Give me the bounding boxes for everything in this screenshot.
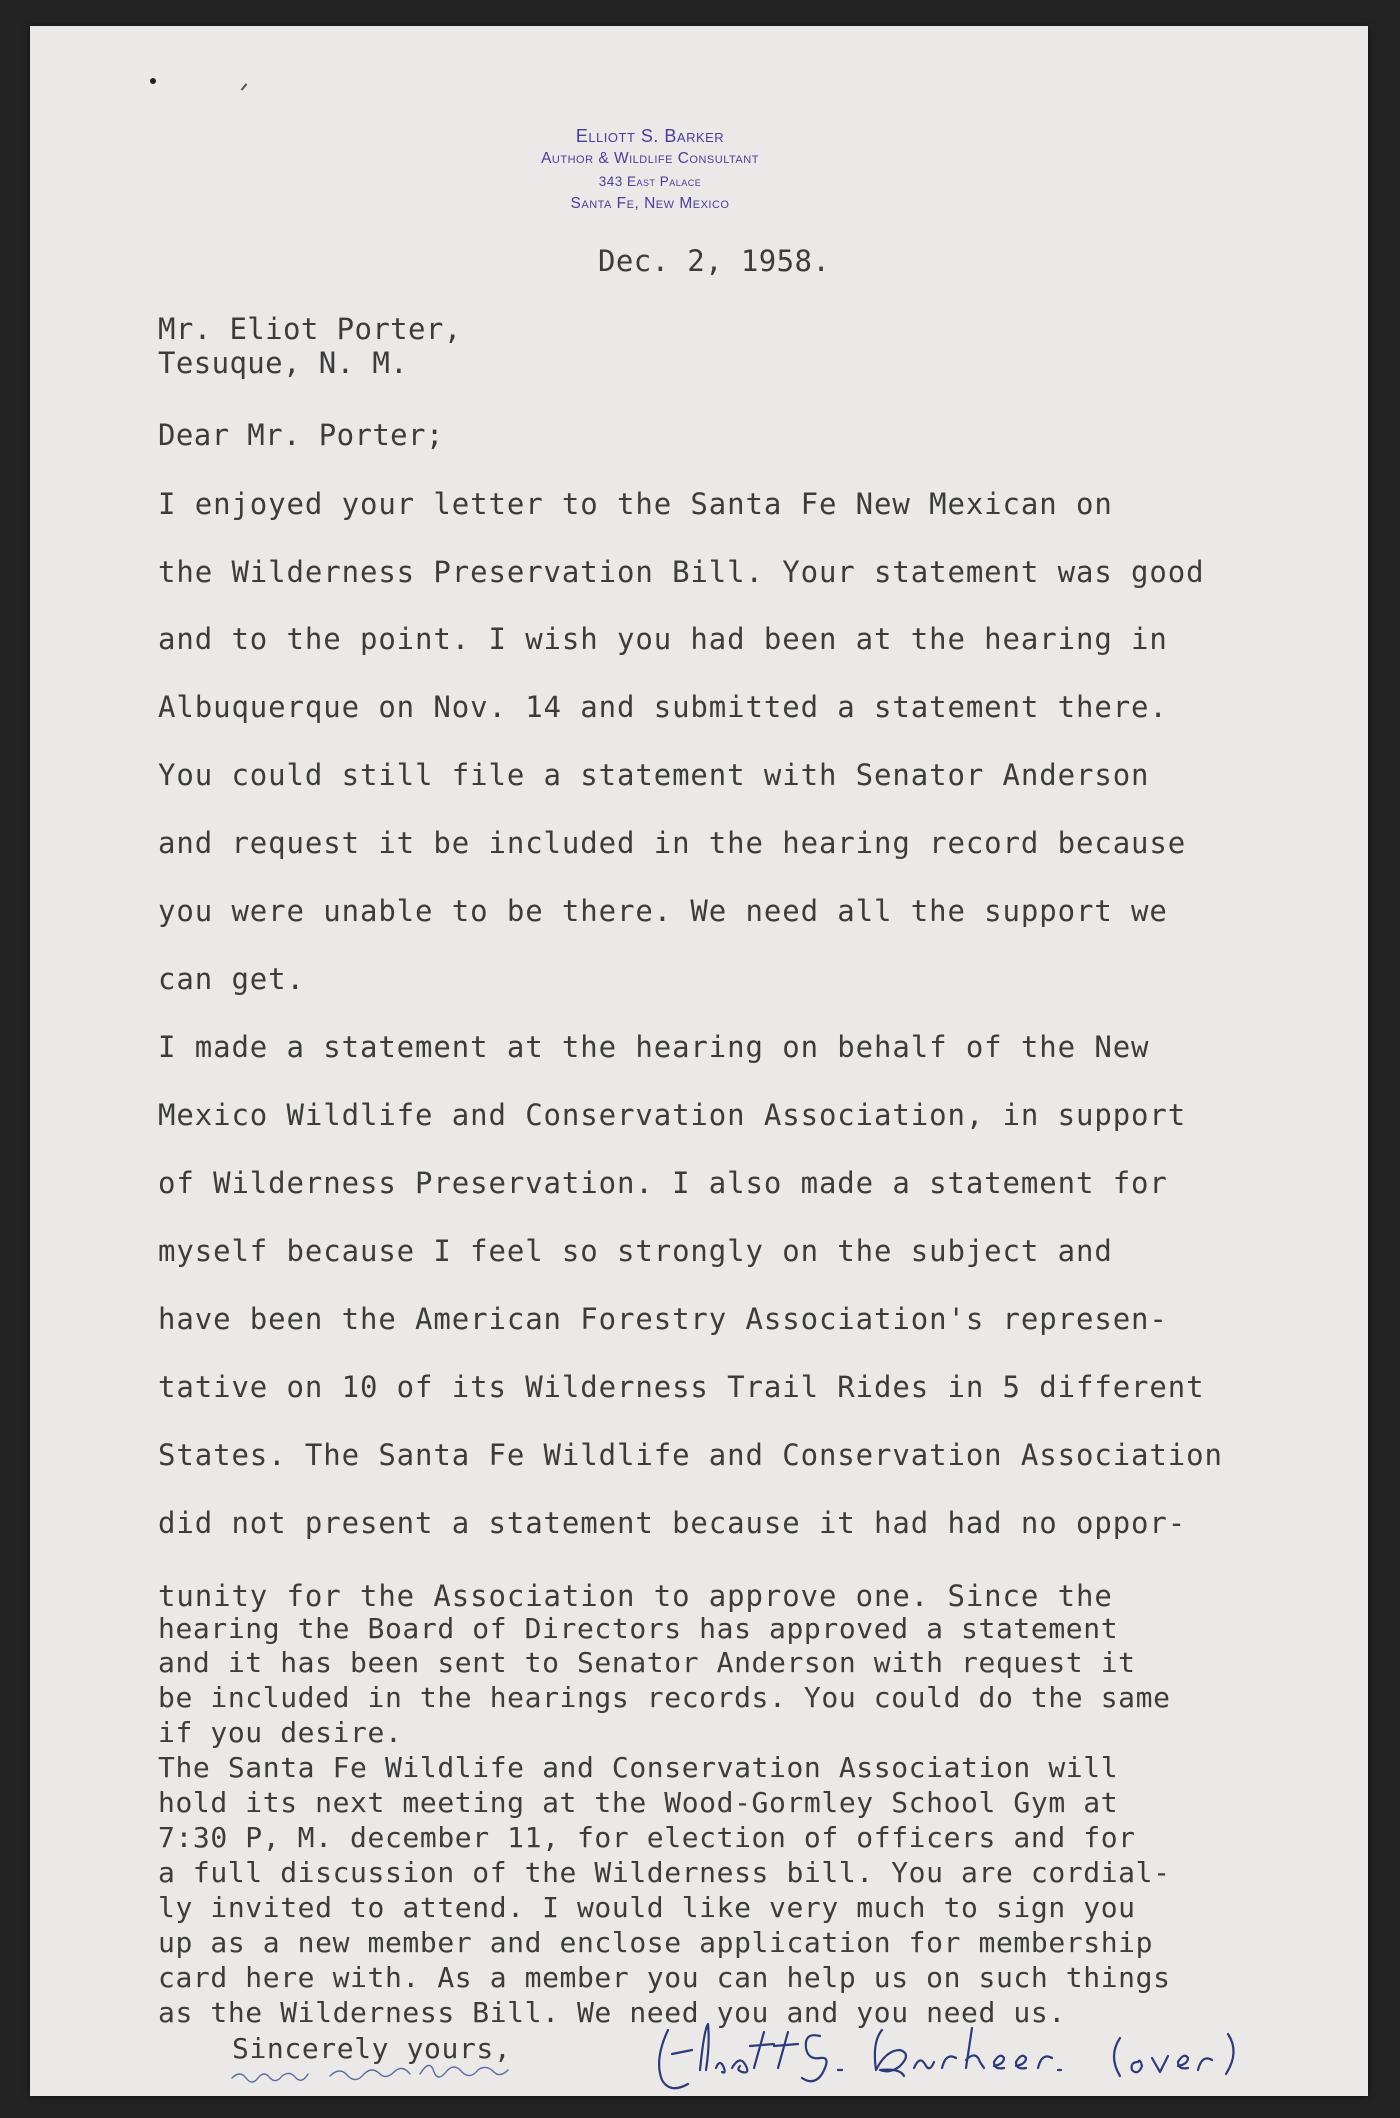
body-line: can get.	[158, 962, 305, 996]
body-line: Mexico Wildlife and Conservation Association, in support	[158, 1098, 1187, 1132]
body-line: did not present a statement because it had had no oppor-	[158, 1506, 1187, 1540]
recipient-name: Mr. Eliot Porter,	[158, 312, 462, 346]
letter-date: Dec. 2, 1958.	[598, 244, 831, 278]
body-line: States. The Santa Fe Wildlife and Conservation Association	[158, 1438, 1223, 1472]
salutation: Dear Mr. Porter;	[158, 418, 444, 452]
body-line: I made a statement at the hearing on behalf of the New	[158, 1030, 1150, 1064]
body-line: as the Wilderness Bill. We need you and you need us.	[158, 1996, 1066, 2029]
body-line: a full discussion of the Wilderness bill. You are cordial-	[158, 1856, 1171, 1889]
body-line: myself because I feel so strongly on the subject and	[158, 1234, 1113, 1268]
recipient-place: Tesuque, N. M.	[158, 346, 409, 380]
body-line: Albuquerque on Nov. 14 and submitted a statement there.	[158, 690, 1168, 724]
body-line: hold its next meeting at the Wood-Gormley School Gym at	[158, 1786, 1119, 1819]
body-line: and it has been sent to Senator Anderson with request it	[158, 1646, 1136, 1679]
body-line: ly invited to attend. I would like very much to sign you	[158, 1891, 1136, 1924]
body-line: and request it be included in the hearing record because	[158, 826, 1187, 860]
letterhead-street: 343 East Palace	[598, 174, 702, 189]
letterhead-name: Elliott S. Barker	[575, 126, 725, 146]
body-line: card here with. As a member you can help us on such things	[158, 1961, 1171, 1994]
body-line: The Santa Fe Wildlife and Conservation Association will	[158, 1751, 1119, 1784]
body-line: you were unable to be there. We need all the support we	[158, 894, 1168, 928]
body-line: I enjoyed your letter to the Santa Fe New Mexican on	[158, 487, 1113, 521]
pencil-tick-mark	[241, 83, 248, 90]
letterhead-city: Santa Fe, New Mexico	[570, 195, 730, 212]
body-line: tunity for the Association to approve one. Since the	[158, 1579, 1113, 1613]
body-line: and to the point. I wish you had been at the hearing in	[158, 622, 1168, 656]
body-line: the Wilderness Preservation Bill. Your statement was good	[158, 555, 1205, 589]
body-line: have been the American Forestry Association's represen-	[158, 1302, 1168, 1336]
letterhead-role: Author & Wildlife Consultant	[541, 150, 759, 167]
body-line: up as a new member and enclose application for membership	[158, 1926, 1154, 1959]
body-line: 7:30 P, M. december 11, for election of officers and for	[158, 1821, 1136, 1854]
body-line: if you desire.	[158, 1716, 403, 1749]
body-line: hearing the Board of Directors has approved a statement	[158, 1612, 1119, 1645]
handwritten-note	[230, 2040, 650, 2100]
body-line: of Wilderness Preservation. I also made a statement for	[158, 1166, 1168, 1200]
body-line: You could still file a statement with Senator Anderson	[158, 758, 1150, 792]
body-line: be included in the hearings records. You could do the same	[158, 1681, 1171, 1714]
body-line: tative on 10 of its Wilderness Trail Rides in 5 different	[158, 1370, 1205, 1404]
ink-dot-mark	[150, 78, 156, 84]
closing: Sincerely yours,	[232, 2032, 512, 2065]
signature	[650, 2010, 1290, 2100]
